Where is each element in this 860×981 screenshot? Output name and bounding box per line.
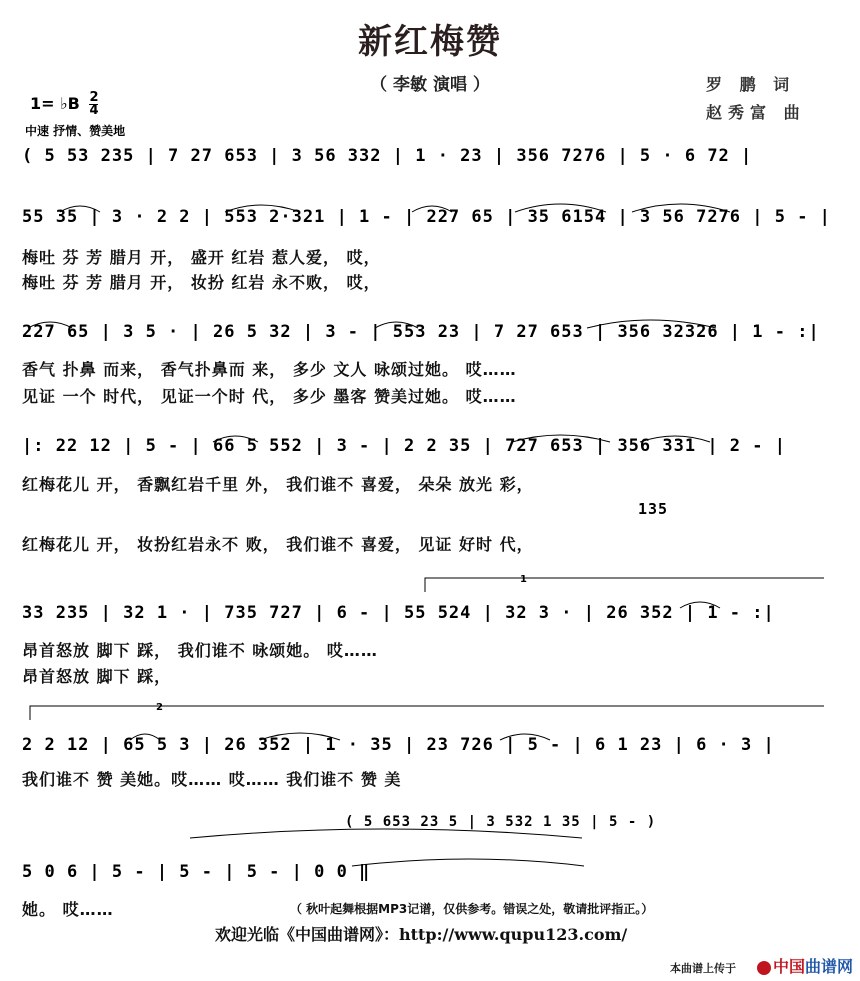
tie bbox=[352, 859, 584, 866]
lyrics-line-3a: 香气 扑鼻 而来， 香气扑鼻而 来， 多少 文人 咏颂过她。 哎…… bbox=[22, 360, 517, 379]
volta-1-label: 1 bbox=[520, 574, 527, 585]
lyrics-line-8: 她。 哎…… bbox=[22, 900, 114, 919]
lyrics-line-2b: 梅吐 芬 芳 腊月 开， 妆扮 红岩 永不败， 哎， bbox=[22, 273, 381, 292]
score-line-5: 33 235 | 32 1 · | 735 727 | 6 - | 55 524 | 32 3 · | 26 352 | 1 - :| bbox=[22, 603, 775, 623]
score-line-6: 2 2 12 | 65 5 3 | 26 352 | 1 · 35 | 23 726 | 5 - | 6 1 23 | 6 · 3 | bbox=[22, 735, 775, 755]
score-line-3: 227 65 | 3 5 · | 26 5 32 | 3 - | 553 23 | 7 27 653 | 356 32326 | 1 - :| bbox=[22, 322, 820, 342]
tie bbox=[190, 829, 582, 838]
alt-notes: 135 bbox=[638, 500, 669, 518]
transcription-note: （ 秋叶起舞根据MP3记谱，仅供参考。错误之处，敬请批评指正。） bbox=[290, 902, 654, 916]
website-footer: 欢迎光临《中国曲谱网》：http://www.qupu123.com/ bbox=[215, 925, 628, 944]
logo-text-part1: 中国 bbox=[773, 957, 806, 976]
volta-2-bracket bbox=[30, 706, 824, 720]
lyrics-line-2a: 梅吐 芬 芳 腊月 开， 盛开 红岩 惹人爱， 哎， bbox=[22, 248, 381, 267]
uploader-text: 本曲谱上传于 bbox=[670, 962, 736, 975]
tempo-marking: 中速 抒情、赞美地 bbox=[25, 124, 126, 138]
volta-1-bracket bbox=[425, 578, 824, 592]
score-line-2: 55 35 | 3 · 2 2 | 553 2·321 | 1 - | 227 65 | 35 6154 | 3 56 7276 | 5 - | bbox=[22, 207, 831, 227]
score-line-1: ( 5 53 235 | 7 27 653 | 3 56 332 | 1 · 23 | 356 7276 | 5 · 6 72 | bbox=[22, 146, 753, 166]
lyrics-line-5b: 昂首怒放 脚下 踩， bbox=[22, 667, 172, 686]
score-line-4: |: 22 12 | 5 - | 66 5 552 | 3 - | 2 2 35 | 727 653 | 356 331 | 2 - | bbox=[22, 436, 786, 456]
volta-2-label: 2 bbox=[156, 702, 163, 713]
lyrics-line-3b: 见证 一个 时代， 见证一个时 代， 多少 墨客 赞美过她。 哎…… bbox=[22, 387, 517, 406]
lyrics-line-6: 我们谁不 赞 美她。哎…… 哎…… 我们谁不 赞 美 bbox=[22, 770, 402, 789]
score-line-8: 5 0 6 | 5 - | 5 - | 5 - | 0 0 ‖ bbox=[22, 862, 371, 882]
time-signature bbox=[89, 92, 98, 117]
lyrics-line-5a: 昂首怒放 脚下 踩， 我们谁不 咏颂她。 哎…… bbox=[22, 641, 378, 660]
logo-icon bbox=[757, 961, 771, 975]
time-signature-top: 2 bbox=[89, 90, 99, 105]
composer-credit: 赵秀富 曲 bbox=[706, 103, 806, 122]
lyrics-line-4b: 红梅花儿 开， 妆扮红岩永不 败， 我们谁不 喜爱， 见证 好时 代， bbox=[22, 535, 534, 554]
key-signature bbox=[30, 92, 98, 117]
lyrics-line-4a: 红梅花儿 开， 香飘红岩千里 外， 我们谁不 喜爱， 朵朵 放光 彩， bbox=[22, 475, 534, 494]
lyricist-credit: 罗 鹏 词 bbox=[706, 75, 796, 94]
song-title: 新红梅赞 bbox=[358, 22, 502, 62]
score-line-7: ( 5 653 23 5 | 3 532 1 35 | 5 - ) bbox=[345, 814, 657, 830]
singer-credit: （ 李敏 演唱 ） bbox=[370, 75, 490, 95]
time-signature-bottom: 4 bbox=[89, 103, 99, 118]
site-logo bbox=[757, 954, 853, 977]
logo-text-part2: 曲谱网 bbox=[805, 957, 854, 976]
key-signature-text: 1= ♭B bbox=[30, 94, 80, 113]
